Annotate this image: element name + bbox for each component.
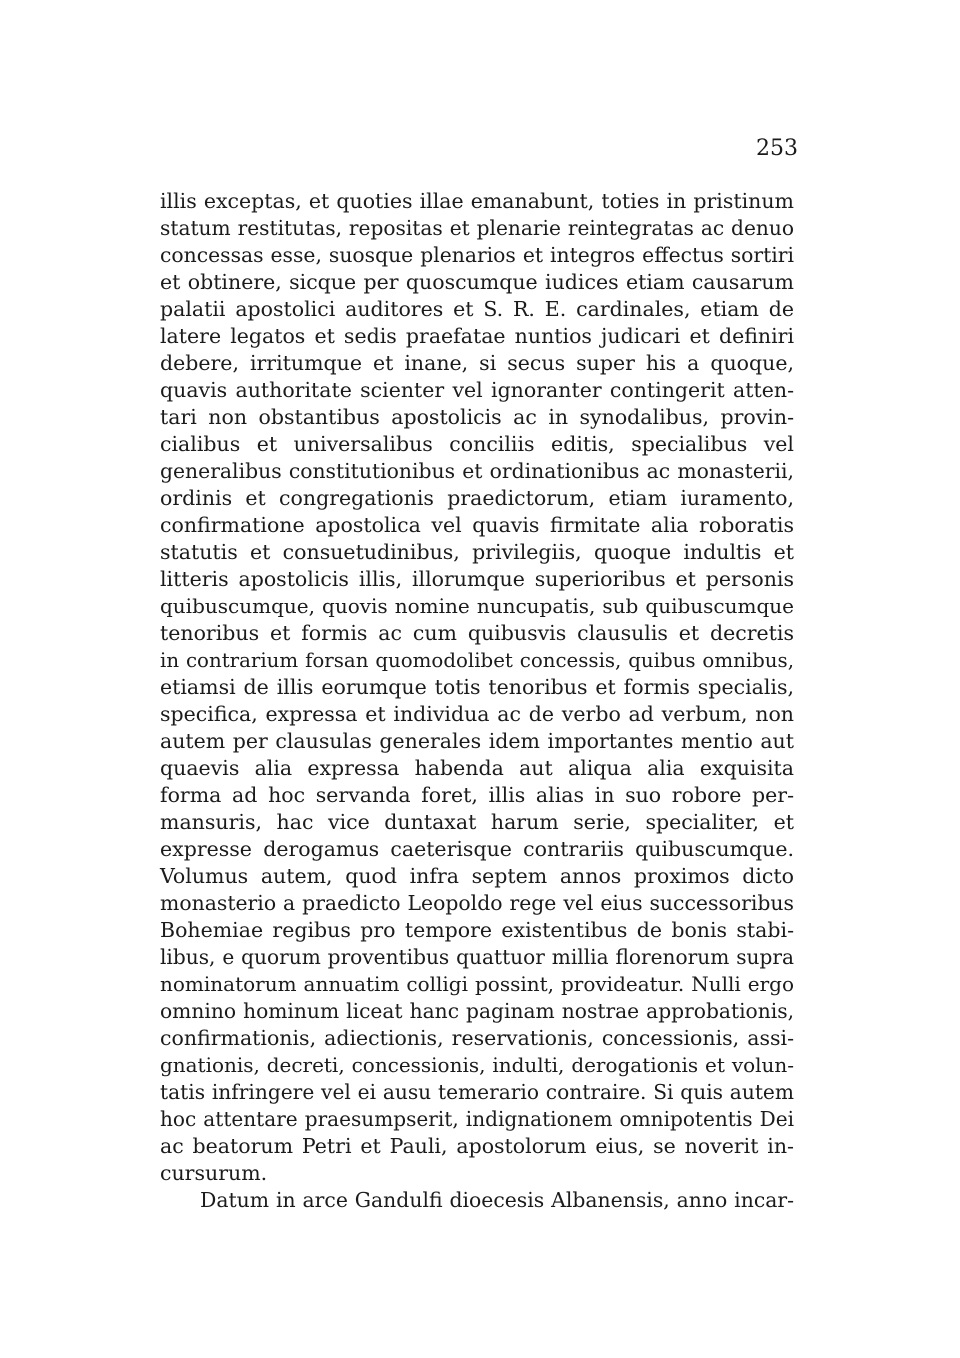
text-line: omnino hominum liceat hanc paginam nostrae approbationis,: [160, 999, 794, 1023]
text-line: statum restitutas, repositas et plenarie reintegratas ac denuo: [160, 216, 794, 240]
text-line: tatis infringere vel ei ausu temerario contraire. Si quis autem: [160, 1080, 794, 1104]
text-line: cursurum.: [160, 1161, 268, 1185]
text-line: quibuscumque, quovis nomine nuncupatis, sub quibuscumque: [160, 594, 794, 618]
text-line: palatii apostolici auditores et S. R. E. cardinales, etiam de: [160, 297, 794, 321]
text-line: cialibus et universalibus conciliis editis, specialibus vel: [160, 432, 794, 456]
text-line: Volumus autem, quod infra septem annos proximos dicto: [160, 864, 794, 888]
text-line: Datum in arce Gandulfi dioecesis Albanensis, anno incar-: [200, 1188, 794, 1212]
text-line: in contrarium forsan quomodolibet concessis, quibus omnibus,: [160, 649, 794, 672]
text-line: etiamsi de illis eorumque totis tenoribus et formis specialis,: [160, 675, 794, 699]
text-line: generalibus constitutionibus et ordinationibus ac monasterii,: [160, 459, 794, 483]
text-line: debere, irritumque et inane, si secus super his a quoque,: [160, 351, 794, 375]
text-line: latere legatos et sedis praefatae nuntios judicari et definiri: [160, 324, 794, 348]
text-line: tenoribus et formis ac cum quibusvis clausulis et decretis: [160, 621, 794, 645]
text-line: ac beatorum Petri et Pauli, apostolorum eius, se noverit in-: [160, 1134, 794, 1158]
text-line: Bohemiae regibus pro tempore existentibus de bonis stabi-: [160, 918, 794, 942]
text-line: ordinis et congregationis praedictorum, etiam iuramento,: [160, 486, 794, 510]
text-line: statutis et consuetudinibus, privilegiis, quoque indultis et: [160, 540, 794, 564]
text-line: nominatorum annuatim colligi possint, provideatur. Nulli ergo: [160, 972, 794, 996]
text-line: concessas esse, suosque plenarios et integros effectus sortiri: [160, 243, 794, 267]
text-line: gnationis, decreti, concessionis, indulti, derogationis et volun-: [160, 1053, 794, 1077]
text-line: tari non obstantibus apostolicis ac in synodalibus, provin-: [160, 405, 794, 429]
text-line: specifica, expressa et individua ac de verbo ad verbum, non: [160, 702, 794, 726]
text-line: quavis authoritate scienter vel ignoranter contingerit atten-: [160, 378, 794, 402]
body-text: [160, 188, 794, 1214]
text-line: libus, e quorum proventibus quattuor millia florenorum supra: [160, 945, 794, 969]
text-line: hoc attentare praesumpserit, indignationem omnipotentis Dei: [160, 1107, 794, 1131]
text-line: quaevis alia expressa habenda aut aliqua alia exquisita: [160, 756, 794, 780]
text-line: forma ad hoc servanda foret, illis alias in suo robore per-: [160, 783, 794, 807]
text-line: monasterio a praedicto Leopoldo rege vel eius successoribus: [160, 891, 794, 915]
text-line: confirmatione apostolica vel quavis firmitate alia roboratis: [160, 513, 794, 537]
text-line: litteris apostolicis illis, illorumque superioribus et personis: [160, 567, 794, 591]
text-line: confirmationis, adiectionis, reservationis, concessionis, assi-: [160, 1026, 794, 1050]
text-line: mansuris, hac vice duntaxat harum serie, specialiter, et: [160, 810, 794, 834]
text-line: et obtinere, sicque per quoscumque iudices etiam causarum: [160, 270, 794, 294]
text-line: illis exceptas, et quoties illae emanabunt, toties in pristinum: [160, 189, 794, 213]
text-line: autem per clausulas generales idem importantes mentio aut: [160, 729, 794, 753]
page-number: 253: [756, 136, 798, 161]
text-line: expresse derogamus caeterisque contrariis quibuscumque.: [160, 837, 794, 861]
